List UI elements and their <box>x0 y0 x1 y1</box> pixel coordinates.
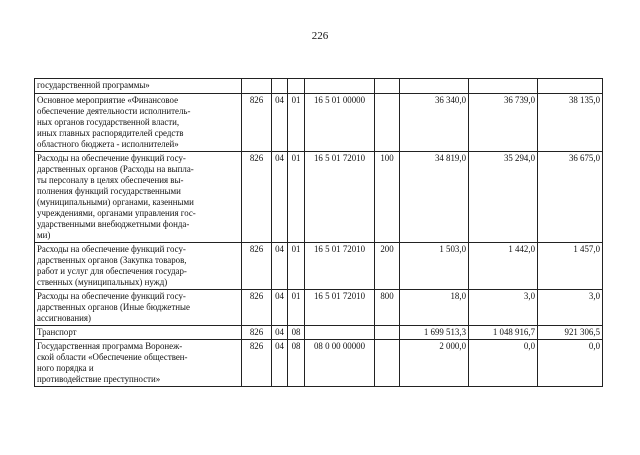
table-row <box>35 79 603 94</box>
cell-expense-type <box>375 243 400 290</box>
cell-ved-code-text: 826 <box>249 341 264 351</box>
cell-section-code-text: 04 <box>275 327 284 337</box>
cell-amount-year1 <box>400 79 469 94</box>
cell-section-code-text: 04 <box>275 341 284 351</box>
cell-target-article <box>305 152 375 243</box>
cell-ved-code <box>242 152 272 243</box>
cell-amount-year2-text: 36 739,0 <box>503 95 535 105</box>
cell-amount-year3 <box>538 152 603 243</box>
cell-expense-type <box>375 152 400 243</box>
cell-section-code <box>272 290 288 326</box>
cell-amount-year2 <box>469 340 538 387</box>
cell-name-text: Государственная программа Воронеж- ской области «Обеспечение обществен- ного порядка и противодействие преступности» <box>37 341 188 384</box>
cell-amount-year3-text: 921 306,5 <box>564 327 600 337</box>
table-row <box>35 152 603 243</box>
cell-amount-year2 <box>469 152 538 243</box>
cell-section-code-text: 04 <box>275 153 284 163</box>
cell-name-text: Расходы на обеспечение функций госу- дарственных органов (Расходы на выпла- ты персоналу в целях обеспечения вы- полнения функций государственными (муниципальными) органами, казенными учреждениями, органами управления гос- ударственными внебюджетными фонда- ми) <box>37 153 196 240</box>
cell-amount-year2 <box>469 290 538 326</box>
cell-amount-year3 <box>538 243 603 290</box>
cell-ved-code <box>242 243 272 290</box>
cell-subsection-code <box>288 340 305 387</box>
cell-ved-code-text: 826 <box>249 153 264 163</box>
budget-table <box>34 78 603 387</box>
cell-name <box>35 340 242 387</box>
cell-subsection-code <box>288 326 305 340</box>
cell-ved-code <box>242 290 272 326</box>
cell-target-article <box>305 290 375 326</box>
cell-subsection-code <box>288 79 305 94</box>
cell-ved-code-text: 826 <box>249 327 264 337</box>
cell-expense-type <box>375 290 400 326</box>
budget-table-body <box>35 79 603 387</box>
cell-amount-year3 <box>538 340 603 387</box>
table-row <box>35 94 603 152</box>
cell-section-code <box>272 340 288 387</box>
cell-amount-year3 <box>538 326 603 340</box>
cell-name-text: Транспорт <box>37 327 77 337</box>
cell-amount-year1 <box>400 340 469 387</box>
cell-amount-year1 <box>400 152 469 243</box>
cell-amount-year1 <box>400 290 469 326</box>
cell-amount-year1 <box>400 326 469 340</box>
cell-section-code <box>272 94 288 152</box>
cell-name-text: Расходы на обеспечение функций госу- дарственных органов (Закупка товаров, работ и услуг для обеспечения государ- ственных (муниципальных) нужд) <box>37 244 187 287</box>
page-number: 226 <box>311 30 329 42</box>
cell-amount-year1-text: 18,0 <box>450 291 466 301</box>
cell-ved-code-text: 826 <box>249 95 264 105</box>
cell-subsection-code-text: 01 <box>291 95 301 105</box>
cell-expense-type <box>375 79 400 94</box>
cell-target-article <box>305 340 375 387</box>
cell-amount-year1-text: 36 340,0 <box>434 95 466 105</box>
cell-name <box>35 152 242 243</box>
cell-subsection-code-text: 01 <box>291 291 301 301</box>
cell-amount-year2-text: 3,0 <box>523 291 535 301</box>
cell-subsection-code <box>288 152 305 243</box>
cell-subsection-code <box>288 290 305 326</box>
cell-target-article-text: 16 5 01 72010 <box>313 153 366 163</box>
cell-amount-year1-text: 1 503,0 <box>439 244 466 254</box>
cell-section-code-text: 04 <box>275 291 284 301</box>
cell-amount-year3 <box>538 79 603 94</box>
cell-amount-year2 <box>469 94 538 152</box>
table-row <box>35 340 603 387</box>
cell-amount-year1-text: 34 819,0 <box>434 153 466 163</box>
cell-name-text: Расходы на обеспечение функций госу- дарственных органов (Иные бюджетные ассигнования) <box>37 291 190 323</box>
cell-name-text: Основное мероприятие «Финансовое обеспечение деятельности исполнитель- ных органов государственной власти, иных главных распорядителей средств областного бюджета - исполнителей» <box>37 95 191 149</box>
cell-amount-year3 <box>538 94 603 152</box>
cell-amount-year2-text: 1 048 916,7 <box>492 327 535 337</box>
cell-amount-year3-text: 3,0 <box>588 291 600 301</box>
cell-target-article <box>305 94 375 152</box>
cell-section-code-text: 04 <box>275 95 284 105</box>
cell-section-code <box>272 243 288 290</box>
cell-target-article-text: 16 5 01 72010 <box>313 291 366 301</box>
cell-amount-year3-text: 1 457,0 <box>573 244 600 254</box>
cell-expense-type-text: 200 <box>380 244 394 254</box>
cell-subsection-code-text: 01 <box>291 244 301 254</box>
cell-subsection-code <box>288 243 305 290</box>
cell-amount-year2-text: 0,0 <box>523 341 535 351</box>
table-row <box>35 243 603 290</box>
cell-amount-year3-text: 0,0 <box>588 341 600 351</box>
cell-target-article-text: 16 5 01 72010 <box>313 244 366 254</box>
cell-amount-year1-text: 2 000,0 <box>439 341 466 351</box>
cell-target-article <box>305 326 375 340</box>
cell-ved-code <box>242 340 272 387</box>
cell-amount-year2 <box>469 326 538 340</box>
cell-ved-code-text: 826 <box>249 244 264 254</box>
cell-ved-code <box>242 326 272 340</box>
cell-section-code-text: 04 <box>275 244 284 254</box>
cell-ved-code-text: 826 <box>249 291 264 301</box>
cell-name <box>35 243 242 290</box>
cell-expense-type-text: 100 <box>380 153 394 163</box>
cell-ved-code <box>242 79 272 94</box>
cell-expense-type-text: 800 <box>380 291 394 301</box>
cell-amount-year2-text: 35 294,0 <box>503 153 535 163</box>
cell-target-article <box>305 243 375 290</box>
cell-section-code <box>272 152 288 243</box>
cell-amount-year1 <box>400 243 469 290</box>
cell-amount-year3-text: 36 675,0 <box>568 153 600 163</box>
cell-subsection-code-text: 01 <box>291 153 301 163</box>
cell-section-code <box>272 79 288 94</box>
cell-subsection-code <box>288 94 305 152</box>
cell-expense-type <box>375 94 400 152</box>
cell-name <box>35 290 242 326</box>
cell-target-article <box>305 79 375 94</box>
cell-amount-year2 <box>469 243 538 290</box>
cell-amount-year3-text: 38 135,0 <box>568 95 600 105</box>
cell-amount-year3 <box>538 290 603 326</box>
cell-amount-year2-text: 1 442,0 <box>508 244 535 254</box>
cell-amount-year1 <box>400 94 469 152</box>
cell-subsection-code-text: 08 <box>291 327 301 337</box>
cell-target-article-text: 08 0 00 00000 <box>313 341 366 351</box>
cell-name <box>35 94 242 152</box>
cell-ved-code <box>242 94 272 152</box>
cell-section-code <box>272 326 288 340</box>
cell-expense-type <box>375 326 400 340</box>
cell-name <box>35 326 242 340</box>
cell-amount-year1-text: 1 699 513,3 <box>423 327 466 337</box>
cell-name-text: государственной программы» <box>37 80 150 90</box>
table-row <box>35 290 603 326</box>
cell-expense-type <box>375 340 400 387</box>
cell-name <box>35 79 242 94</box>
table-row <box>35 326 603 340</box>
cell-subsection-code-text: 08 <box>291 341 301 351</box>
cell-amount-year2 <box>469 79 538 94</box>
cell-target-article-text: 16 5 01 00000 <box>313 95 366 105</box>
